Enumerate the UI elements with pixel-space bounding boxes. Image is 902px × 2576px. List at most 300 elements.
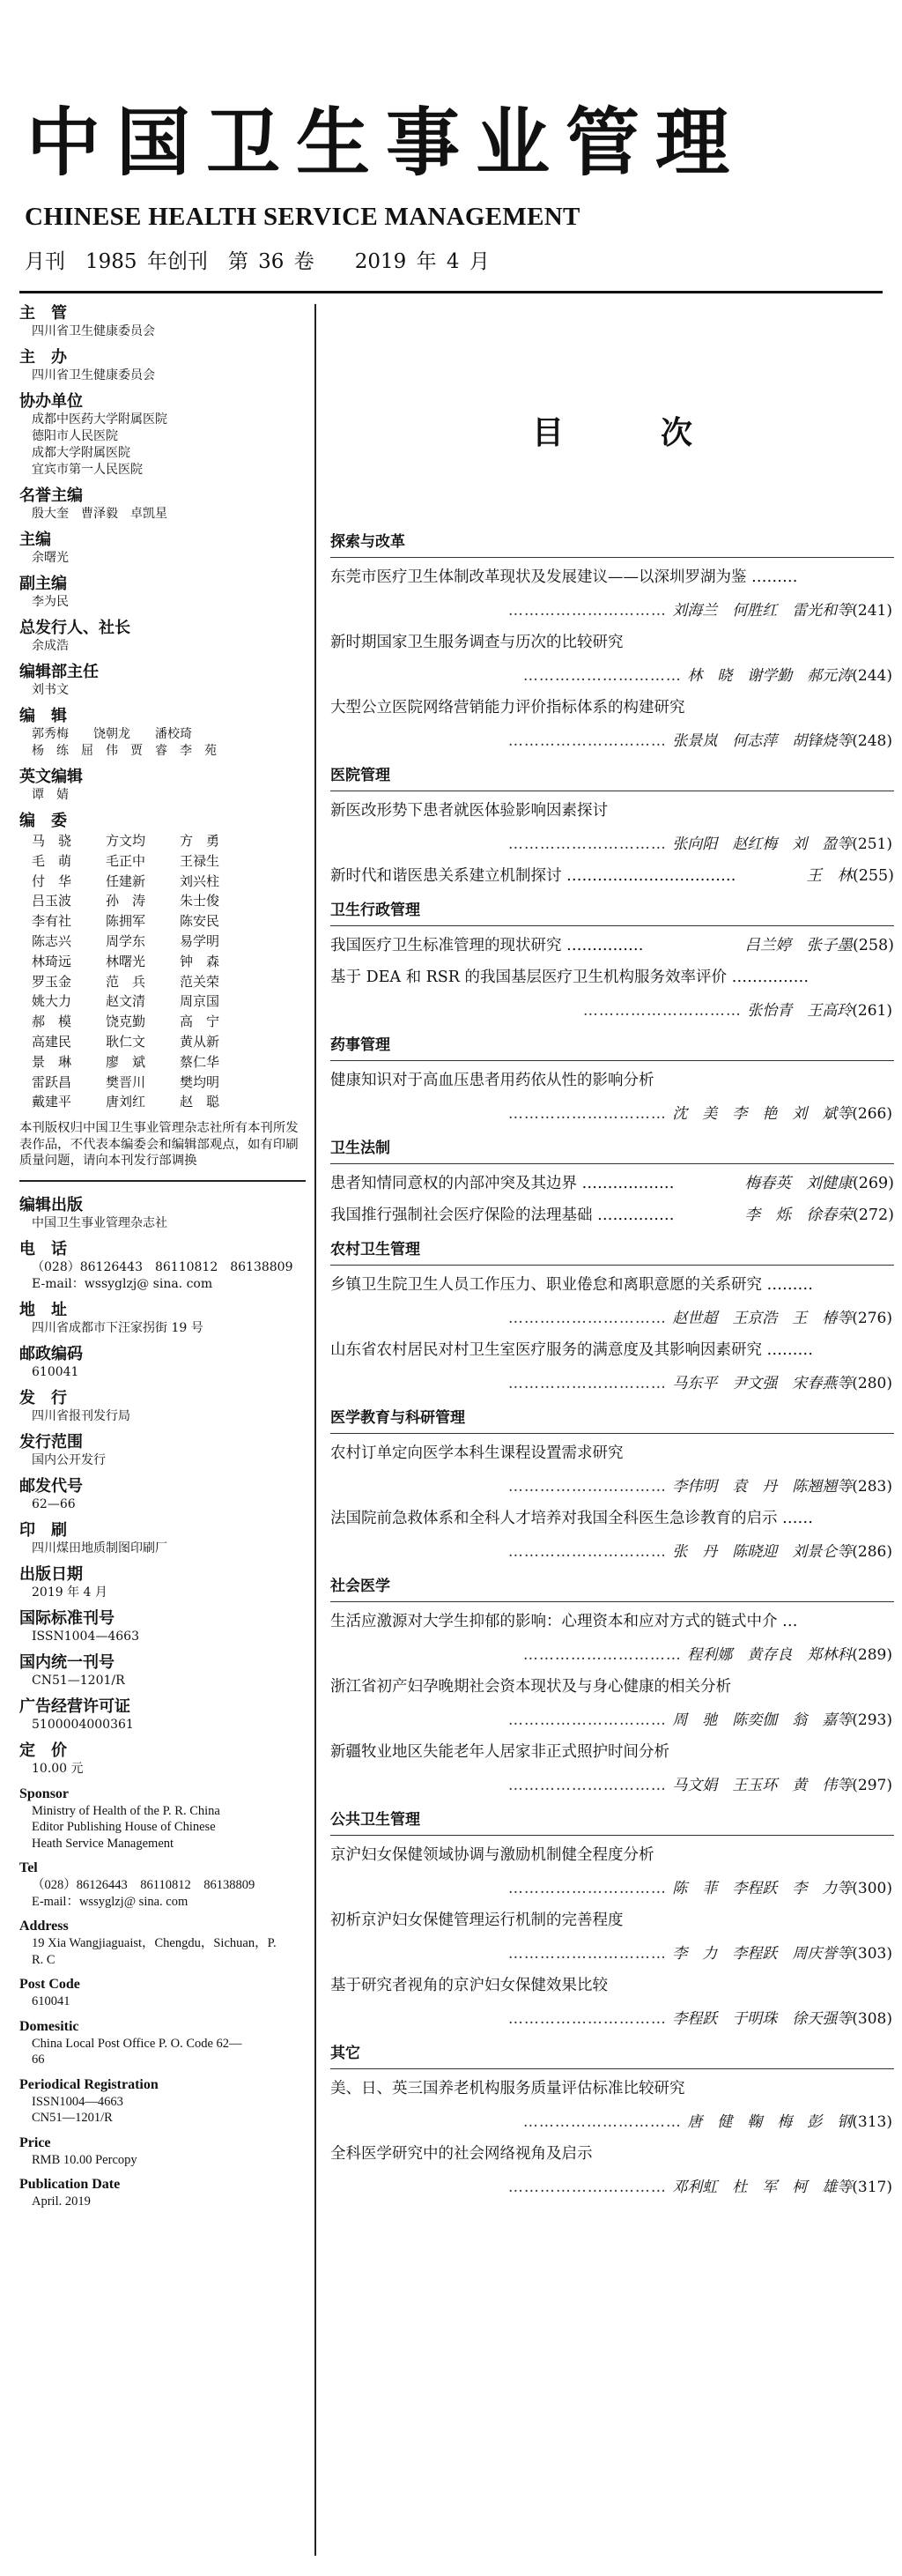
sidebar-entry-heading: 编 辑: [19, 707, 67, 725]
sidebar-entry-heading: 广告经营许可证: [19, 1696, 130, 1716]
toc-article-authors: 林 晓 谢学勤 郝元涛: [687, 667, 853, 685]
table-of-contents: [330, 304, 894, 2200]
sidebar-entry-heading: 国际标准刊号: [19, 1608, 115, 1628]
toc-leader-dots: …………………………: [507, 1105, 673, 1123]
toc-section: [330, 1036, 894, 1126]
editorial-board-member: 樊晋川: [106, 1073, 146, 1090]
sidebar-entry-value: 杨 练 屈 伟 贾 睿 李 苑: [32, 744, 217, 758]
toc-article-authors: 马东平 尹文强 宋春燕等: [672, 1375, 853, 1392]
editorial-board-member: 吕玉波: [32, 893, 72, 909]
toc-leader-dots: …………………………: [507, 1478, 673, 1496]
sidebar-entry-value: 2019 年 4 月: [32, 1585, 107, 1600]
column-divider: [314, 304, 316, 2556]
sidebar-entry: [19, 768, 306, 804]
toc-leader-dots: …………………………: [522, 667, 688, 685]
toc-section: [330, 532, 894, 753]
toc-article-byline: [330, 1540, 894, 1564]
editorial-board-member: 景 琳: [32, 1053, 72, 1070]
editorial-board-member: 廖 斌: [106, 1053, 146, 1070]
copyright-note: 本刊版权归中国卫生事业管理杂志社所有本刊所发表作品，不代表本编委会和编辑部观点，如有印刷质量问题，请向本刊发行部调换: [19, 1121, 299, 1169]
sidebar-entry-heading: 出版日期: [19, 1564, 83, 1584]
editorial-board-member: 孙 涛: [106, 893, 146, 909]
sidebar-entry-heading: 主编: [19, 531, 51, 549]
editorial-board-member: 毛 萌: [32, 852, 72, 869]
toc-article: [330, 2076, 894, 2134]
sidebar-entry-value: 宜宾市第一人民医院: [32, 463, 143, 477]
sidebar-entry: [19, 1565, 306, 1601]
toc-section-heading: 卫生法制: [330, 1139, 894, 1164]
sidebar-entry-value: R. C: [32, 1952, 55, 1967]
toc-article-authors: 李 烁 徐春荣: [744, 1206, 853, 1224]
sidebar-entry-value: ISSN1004—4663: [32, 1629, 139, 1644]
toc-article-page: (303): [852, 1945, 892, 1963]
sidebar-entry-value: 余曙光: [32, 551, 69, 565]
sidebar-entry: [19, 1609, 306, 1645]
toc-article-byline: [330, 1102, 894, 1126]
journal-title-en: CHINESE HEALTH SERVICE MANAGEMENT: [25, 203, 580, 231]
toc-article-byline: [330, 1371, 894, 1396]
toc-article: [330, 798, 894, 857]
sidebar-entry-heading: 发行范围: [19, 1432, 83, 1451]
toc-article-byline: [744, 933, 894, 958]
toc-article-byline: [330, 2175, 894, 2200]
sidebar-entry-value: E-mail：wssyglzj@ sina. com: [32, 1276, 213, 1291]
toc-article-title: 我国医疗卫生标准管理的现状研究 ……………: [330, 937, 644, 954]
sidebar-entry: [19, 2134, 306, 2169]
sidebar-entry: [19, 1345, 306, 1381]
sidebar-entry: [19, 575, 306, 611]
sidebar-entry: [19, 1653, 306, 1689]
sidebar-entry-value: RMB 10.00 Percopy: [32, 2152, 137, 2167]
sidebar-entry-heading: Price: [19, 2134, 51, 2150]
toc-article-page: (266): [852, 1105, 892, 1123]
sidebar-entry-value: （028）86126443 86110812 86138809: [32, 1259, 293, 1274]
sidebar-entry-value: 郭秀梅 饶朝龙 潘校琦: [32, 727, 192, 741]
sidebar-entry: [19, 2176, 306, 2210]
editorial-board-member: 饶克勤: [106, 1013, 146, 1030]
toc-article-byline: [330, 2110, 894, 2134]
toc-article-byline: [330, 1773, 894, 1798]
sidebar-entry-value: CN51—1201/R: [32, 2111, 113, 2126]
toc-article-byline: [806, 864, 894, 888]
sidebar-entry: [19, 392, 306, 479]
sidebar-entry-value: 殷大奎 曹泽毅 卓凯星: [32, 507, 167, 521]
editorial-board-member: 高 宁: [180, 1013, 220, 1030]
sidebar-entry-heading: 邮发代号: [19, 1476, 83, 1496]
sidebar-entry: [19, 1521, 306, 1557]
sidebar-publishing-info: [19, 1196, 306, 1778]
sidebar-entry: [19, 531, 306, 567]
editorial-board-member: 任建新: [106, 872, 146, 889]
sidebar-entry-value: 李为民: [32, 595, 69, 609]
toc-leader-dots: …………………………: [507, 1543, 673, 1561]
sidebar-entry-heading: 名誉主编: [19, 486, 83, 505]
sidebar-entry-value: 中国卫生事业管理杂志社: [32, 1215, 167, 1230]
toc-article-authors: 刘海兰 何胜红 雷光和等: [672, 602, 853, 620]
toc-article-authors: 程利娜 黄存良 郑林科: [687, 1646, 853, 1664]
editorial-board-member: 黄从新: [180, 1033, 220, 1050]
toc-article-authors: 梅春英 刘健康: [744, 1175, 853, 1192]
toc-article-page: (244): [852, 667, 892, 685]
toc-article: [330, 1674, 894, 1733]
sidebar-entry-value: 62—66: [32, 1496, 76, 1511]
toc-section: [330, 1240, 894, 1396]
toc-leader-dots: …………………………: [507, 1777, 673, 1794]
sidebar-entry-heading: 定 价: [19, 1741, 67, 1760]
sidebar-entry-heading: 主 管: [19, 304, 67, 323]
toc-article-title: 乡镇卫生院卫生人员工作压力、职业倦怠和离职意愿的关系研究 ………: [330, 1276, 814, 1294]
toc-section-heading: 药事管理: [330, 1036, 894, 1061]
toc-article: [330, 1908, 894, 1966]
editorial-board-member: 李有社: [32, 913, 72, 930]
toc-article-title: 京沪妇女保健领域协调与激励机制健全程度分析: [330, 1846, 654, 1864]
sidebar-entry-value: Editor Publishing House of Chinese: [32, 1820, 216, 1835]
toc-article-byline: [330, 1941, 894, 1966]
toc-article-authors: 唐 健 鞠 梅 彭 钢: [687, 2113, 853, 2131]
toc-article-authors: 赵世超 王京浩 王 椿等: [672, 1310, 853, 1327]
sidebar-entry: [19, 707, 306, 760]
toc-leader-dots: …………………………: [582, 1002, 748, 1020]
sidebar-entry-heading: Domesitic: [19, 2018, 79, 2034]
toc-article: [330, 2142, 894, 2200]
toc-article-byline: [330, 1474, 894, 1499]
masthead-rule: [19, 291, 883, 293]
sidebar-entry-value: 四川省卫生健康委员会: [32, 368, 155, 382]
toc-article-page: (289): [852, 1646, 892, 1664]
toc-leader-dots: …………………………: [507, 1375, 673, 1392]
sidebar-entry-value: 四川省报刊发行局: [32, 1408, 130, 1423]
sidebar-entry: [19, 1741, 306, 1778]
toc-article: [330, 933, 894, 958]
toc-article-byline: [744, 1171, 894, 1196]
sidebar-entry: [19, 1918, 306, 1968]
editorial-board-member: 赵文清: [106, 993, 146, 1010]
editorial-board: [19, 812, 306, 1112]
toc-section-heading: 医院管理: [330, 766, 894, 791]
sidebar-entry-value: E-mail：wssyglzj@ sina. com: [32, 1894, 189, 1909]
toc-article-authors: 吕兰婷 张子墨: [744, 937, 853, 954]
sidebar-entry-value: 成都大学附属医院: [32, 446, 130, 460]
editorial-board-member: 范关荣: [180, 973, 220, 990]
toc-article-authors: 李伟明 袁 丹 陈翘翘等: [672, 1478, 853, 1496]
toc-article-authors: 马文娟 王玉环 黄 伟等: [672, 1777, 853, 1794]
toc-article-page: (300): [852, 1880, 892, 1897]
toc-sections: [330, 532, 894, 2200]
sidebar-entry-heading: 英文编辑: [19, 768, 83, 786]
sidebar-entry-value: 谭 婧: [32, 788, 69, 802]
toc-article: [330, 695, 894, 753]
toc-article: [330, 630, 894, 688]
toc-leader-dots: …………………………: [507, 835, 673, 853]
sidebar-entry: [19, 619, 306, 655]
toc-section-heading: 社会医学: [330, 1577, 894, 1602]
toc-article-byline: [330, 1708, 894, 1733]
toc-article-authors: 陈 菲 李程跃 李 力等: [672, 1880, 853, 1897]
toc-section-heading: 卫生行政管理: [330, 901, 894, 926]
editorial-board-member: 周学东: [106, 932, 146, 949]
toc-article: [330, 1609, 894, 1667]
sidebar-entry: [19, 2076, 306, 2127]
toc-article-line: [330, 933, 894, 958]
sidebar-entry: [19, 1785, 306, 1852]
toc-section: [330, 1577, 894, 1798]
sidebar-entry-value: 66: [32, 2053, 45, 2067]
toc-article: [330, 565, 894, 623]
toc-section: [330, 901, 894, 1023]
editorial-board-member: 戴建平: [32, 1094, 72, 1110]
sidebar-entry-value: 四川省卫生健康委员会: [32, 324, 155, 338]
toc-article-page: (280): [852, 1375, 892, 1392]
toc-article-title: 生活应激源对大学生抑郁的影响：心理资本和应对方式的链式中介 …: [330, 1613, 798, 1630]
toc-article-page: (293): [852, 1711, 892, 1729]
toc-article-authors: 李程跃 于明珠 徐天强等: [672, 2010, 853, 2028]
sidebar-credits: [19, 304, 306, 804]
toc-article-page: (241): [852, 602, 892, 620]
toc-article: [330, 1843, 894, 1901]
toc-leader-dots: …………………………: [507, 732, 673, 750]
sidebar-entry: [19, 304, 306, 340]
editorial-board-member: 方文均: [106, 833, 146, 849]
toc-article-title: 大型公立医院网络营销能力评价指标体系的构建研究: [330, 699, 685, 716]
toc-article-page: (297): [852, 1777, 892, 1794]
toc-article-authors: 张 丹 陈晓迎 刘景仑等: [672, 1543, 853, 1561]
toc-article-authors: 张向阳 赵红梅 刘 盈等: [672, 835, 853, 853]
sidebar-entry-heading: 国内统一刊号: [19, 1652, 115, 1672]
editorial-board-member: 周京国: [180, 993, 220, 1010]
editorial-board-member: 朱士俊: [180, 893, 220, 909]
toc-leader-dots: …………………………: [522, 1646, 688, 1664]
sidebar-entry-heading: 地 址: [19, 1300, 67, 1319]
toc-article-byline: [330, 1643, 894, 1667]
editorial-board-member: 毛正中: [106, 852, 146, 869]
editorial-board-member: 赵 聪: [180, 1094, 220, 1110]
sidebar-entry-heading: 编辑部主任: [19, 663, 99, 681]
toc-article: [330, 1506, 894, 1564]
toc-article-authors: 李 力 李程跃 周庆誉等: [672, 1945, 853, 1963]
sidebar-entry-value: Ministry of Health of the P. R. China: [32, 1803, 220, 1818]
editorial-board-member: 陈拥军: [106, 913, 146, 930]
toc-article: [330, 1068, 894, 1126]
sidebar-entry-heading: Periodical Registration: [19, 2076, 159, 2092]
toc-article: [330, 1273, 894, 1331]
toc-article-line: [330, 1203, 894, 1228]
toc-article-page: (272): [852, 1206, 894, 1224]
issue-line: 月刊 1985 年创刊 第 36 卷 2019 年 4 月: [25, 250, 490, 273]
toc-section-heading: 探索与改革: [330, 532, 894, 558]
toc-article-page: (317): [852, 2179, 892, 2196]
editorial-board-member: 姚大力: [32, 993, 72, 1010]
sidebar-entry-heading: Post Code: [19, 1977, 80, 1993]
sidebar-entry-heading: Tel: [19, 1860, 38, 1876]
toc-section-heading: 其它: [330, 2044, 894, 2069]
sidebar-entry-value: CN51—1201/R: [32, 1673, 125, 1688]
toc-section: [330, 1810, 894, 2031]
editorial-board-member: 范 兵: [106, 973, 146, 990]
sidebar-entry-heading: Address: [19, 1919, 69, 1934]
toc-article-page: (261): [852, 1002, 892, 1020]
toc-article-byline: [330, 1876, 894, 1901]
toc-article-page: (255): [852, 867, 894, 885]
toc-article-title: 新时代和谐医患关系建立机制探讨 ……………………………: [330, 867, 736, 885]
sidebar-entry: [19, 1196, 306, 1232]
sidebar-entry-value: 610041: [32, 1364, 79, 1379]
editorial-board-member: 樊均明: [180, 1073, 220, 1090]
editorial-board-heading: 编 委: [19, 812, 67, 830]
editorial-board-member: 易学明: [180, 932, 220, 949]
toc-article-title: 初析京沪妇女保健管理运行机制的完善程度: [330, 1912, 624, 1929]
toc-article: [330, 1203, 894, 1228]
sidebar-entry-heading: 印 刷: [19, 1520, 67, 1540]
toc-article-title: 新时期国家卫生服务调查与历次的比较研究: [330, 634, 624, 651]
toc-leader-dots: …………………………: [507, 2179, 673, 2196]
toc-leader-dots: …………………………: [507, 1945, 673, 1963]
sidebar-entry-value: 余成浩: [32, 639, 69, 653]
toc-article-title: 农村订单定向医学本科生课程设置需求研究: [330, 1444, 624, 1462]
editorial-board-member: 陈志兴: [32, 932, 72, 949]
toc-article-page: (283): [852, 1478, 892, 1496]
toc-section-heading: 医学教育与科研管理: [330, 1408, 894, 1434]
toc-section-heading: 公共卫生管理: [330, 1810, 894, 1836]
toc-article-title: 全科医学研究中的社会网络视角及启示: [330, 2145, 593, 2163]
toc-leader-dots: …………………………: [522, 2113, 688, 2131]
toc-leader-dots: …………………………: [507, 1711, 673, 1729]
toc-article-byline: [744, 1203, 894, 1228]
toc-article-title: 新医改形势下患者就医体验影响因素探讨: [330, 802, 608, 820]
editorial-board-member: 方 勇: [180, 833, 220, 849]
toc-article-page: (276): [852, 1310, 892, 1327]
sidebar-entry-heading: Sponsor: [19, 1785, 70, 1801]
editorial-board-member: 高建民: [32, 1033, 72, 1050]
toc-article: [330, 1338, 894, 1396]
sidebar-entry-value: 国内公开发行: [32, 1452, 106, 1467]
sidebar-entry-value: 19 Xia Wangjiaguaist，Chengdu，Sichuan，P.: [32, 1936, 277, 1951]
toc-article-page: (286): [852, 1543, 892, 1561]
sidebar-entry-value: 5100004000361: [32, 1717, 134, 1732]
toc-article-authors: 王 林: [806, 867, 853, 885]
toc-article-page: (313): [852, 2113, 892, 2131]
sidebar-entry: [19, 1697, 306, 1733]
sidebar-entry-heading: 副主编: [19, 575, 67, 593]
sidebar-entry-value: 10.00 元: [32, 1761, 84, 1776]
toc-article-page: (308): [852, 2010, 892, 2028]
sidebar-entry-heading: 协办单位: [19, 392, 83, 411]
toc-article-title: 患者知情同意权的内部冲突及其边界 ………………: [330, 1175, 675, 1192]
toc-article-title: 美、日、英三国养老机构服务质量评估标准比较研究: [330, 2080, 685, 2097]
sidebar-entry: [19, 663, 306, 699]
sidebar-entry: [19, 1860, 306, 1910]
sidebar-entry-value: 刘书文: [32, 683, 69, 697]
editorial-board-member: 蔡仁华: [180, 1053, 220, 1070]
toc-article-byline: [330, 729, 894, 753]
toc-section: [330, 2044, 894, 2200]
editorial-board-member: 郝 模: [32, 1013, 72, 1030]
toc-article-page: (258): [852, 937, 894, 954]
sidebar-entry-heading: 发 行: [19, 1388, 67, 1407]
sidebar-entry: [19, 348, 306, 384]
sidebar-entry: [19, 1240, 306, 1293]
toc-article: [330, 1740, 894, 1798]
toc-leader-dots: …………………………: [507, 1310, 673, 1327]
editorial-board-member: 林曙光: [106, 953, 146, 969]
editorial-board-member: 刘兴柱: [180, 872, 220, 889]
toc-article-page: (251): [852, 835, 892, 853]
toc-article-byline: [330, 1306, 894, 1331]
editorial-board-member: 雷跃昌: [32, 1073, 72, 1090]
sidebar-entry-value: 610041: [32, 1994, 70, 2009]
editorial-board-member: 付 华: [32, 872, 72, 889]
sidebar-english-info: [19, 1785, 306, 2210]
editorial-board-member: 耿仁文: [106, 1033, 146, 1050]
toc-leader-dots: …………………………: [507, 1880, 673, 1897]
toc-article-authors: 邓利虹 杜 军 柯 雄等: [672, 2179, 853, 2196]
toc-section: [330, 1408, 894, 1564]
sidebar-entry-value: 四川省成都市下汪家拐街 19 号: [32, 1320, 203, 1335]
toc-article-authors: 周 驰 陈奕伽 翁 嘉等: [672, 1711, 853, 1729]
editorial-board-grid: [19, 831, 306, 1112]
toc-article-title: 法国院前急救体系和全科人才培养对我国全科医生急诊教育的启示 ……: [330, 1510, 814, 1527]
toc-article-line: [330, 1171, 894, 1196]
sidebar-entry: [19, 1301, 306, 1337]
toc-article-authors: 沈 美 李 艳 刘 斌等: [672, 1105, 853, 1123]
masthead: [19, 0, 883, 291]
toc-article-title: 山东省农村居民对村卫生室医疗服务的满意度及其影响因素研究 ………: [330, 1341, 814, 1359]
sidebar-entry-heading: 电 话: [19, 1239, 67, 1258]
sidebar-entry-value: 成都中医药大学附属医院: [32, 412, 167, 427]
toc-article-title: 我国推行强制社会医疗保险的法理基础 ……………: [330, 1206, 675, 1224]
toc-leader-dots: …………………………: [507, 602, 673, 620]
toc-article-title: 东莞市医疗卫生体制改革现状及发展建议——以深圳罗湖为鉴 ………: [330, 568, 798, 586]
sidebar-entry-heading: 邮政编码: [19, 1344, 83, 1363]
toc-article: [330, 965, 894, 1023]
sidebar-entry-value: ISSN1004—4663: [32, 2094, 123, 2109]
editorial-board-member: 陈安民: [180, 913, 220, 930]
toc-article: [330, 1441, 894, 1499]
editorial-board-member: 马 骁: [32, 833, 72, 849]
sidebar-entry-value: Heath Service Management: [32, 1836, 174, 1851]
sidebar-entry-value: 德阳市人民医院: [32, 429, 118, 443]
journal-title-cn: 中国卫生事业管理: [26, 100, 746, 186]
editorial-board-member: 王禄生: [180, 852, 220, 869]
toc-article-page: (248): [852, 732, 892, 750]
toc-article-line: [330, 864, 894, 888]
toc-section: [330, 1139, 894, 1228]
sidebar-entry-heading: 主 办: [19, 348, 67, 367]
toc-article: [330, 1171, 894, 1196]
toc-section: [330, 766, 894, 888]
sidebar-entry: [19, 1976, 306, 2010]
sidebar-entry: [19, 1433, 306, 1469]
toc-article-byline: [330, 998, 894, 1023]
sidebar-entry-heading: Publication Date: [19, 2177, 121, 2193]
toc-article-page: (269): [852, 1175, 894, 1192]
toc-article: [330, 864, 894, 888]
editorial-board-member: 罗玉金: [32, 973, 72, 990]
toc-article-byline: [330, 2007, 894, 2031]
sidebar-entry: [19, 1477, 306, 1513]
toc-article-byline: [330, 664, 894, 688]
sidebar: [19, 304, 306, 2218]
editorial-board-member: 钟 森: [180, 953, 220, 969]
editorial-board-member: 唐刘红: [106, 1094, 146, 1110]
toc-article-title: 浙江省初产妇孕晚期社会资本现状及与身心健康的相关分析: [330, 1678, 731, 1696]
toc-article-title: 基于研究者视角的京沪妇女保健效果比较: [330, 1977, 608, 1994]
sidebar-entry-value: 四川煤田地质制图印刷厂: [32, 1540, 167, 1555]
toc-article-title: 新疆牧业地区失能老年人居家非正式照护时间分析: [330, 1743, 669, 1761]
editorial-board-member: 林琦远: [32, 953, 72, 969]
sidebar-entry-value: China Local Post Office P. O. Code 62—: [32, 2036, 242, 2051]
toc-article-title: 基于 DEA 和 RSR 的我国基层医疗卫生机构服务效率评价 ……………: [330, 969, 810, 986]
sidebar-entry-heading: 编辑出版: [19, 1195, 83, 1214]
